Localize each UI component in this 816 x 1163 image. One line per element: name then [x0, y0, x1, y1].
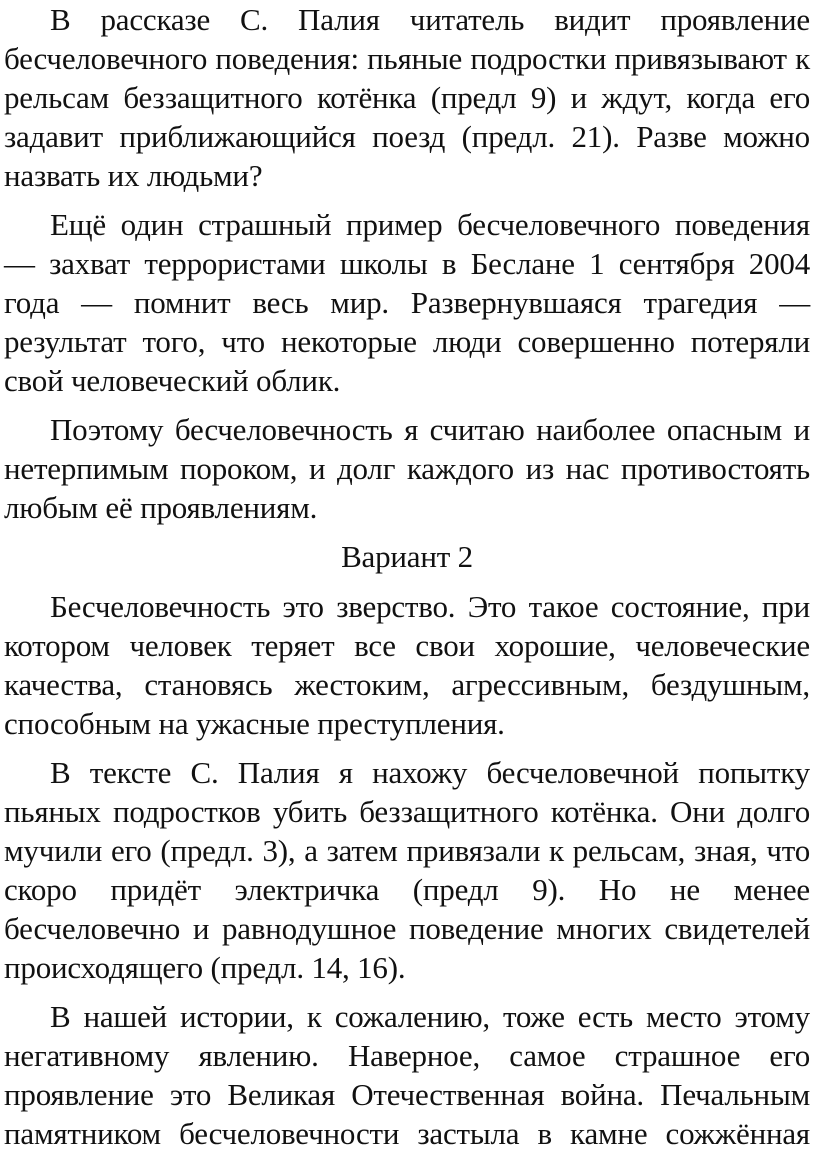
document-page: [4, 0, 810, 1163]
paragraph-palia-story: В рассказе С. Палия читатель видит проявление бесчеловечного поведения: пьяные подростки привязывают к рельсам беззащитного котёнка (предл 9) и ждут, когда его задавит приближающийся поезд (предл. 21). Разве можно назвать их людьми?: [4, 2, 810, 193]
paragraph-conclusion: Поэтому бесчеловечность я считаю наиболее опасным и нетерпимым пороком, и долг каждого из нас противостоять любым её проявлениям.: [4, 412, 810, 525]
paragraph-history-example: В нашей истории, к сожалению, тоже есть место этому негативному явлению. Наверное, самое страшное его проявление это Великая Отечественная война. Печальным памятником бесчеловечности застыла в камне сожжённая: [4, 999, 810, 1151]
paragraph-beslan-example: Ещё один страшный пример бесчеловечного поведения — захват террористами школы в Беслане 1 сентября 2004 года — помнит весь мир. Развернувшаяся трагедия — результат того, что некоторые люди совершенно потеряли свой человеческий облик.: [4, 207, 810, 398]
paragraph-text-analysis: В тексте С. Палия я нахожу бесчеловечной попытку пьяных подростков убить беззащитного котёнка. Они долго мучили его (предл. 3), а затем привязали к рельсам, зная, что скоро придёт электричка (предл 9). Но не менее бесчеловечно и равнодушное поведение многих свидетелей происходящего (предл. 14, 16).: [4, 755, 810, 985]
section-heading-variant-2: Вариант 2: [341, 539, 473, 574]
paragraph-definition: Бесчеловечность это зверство. Это такое состояние, при котором человек теряет все свои хорошие, человеческие качества, становясь жестоким, агрессивным, бездушным, способным на ужасные преступления.: [4, 589, 810, 741]
